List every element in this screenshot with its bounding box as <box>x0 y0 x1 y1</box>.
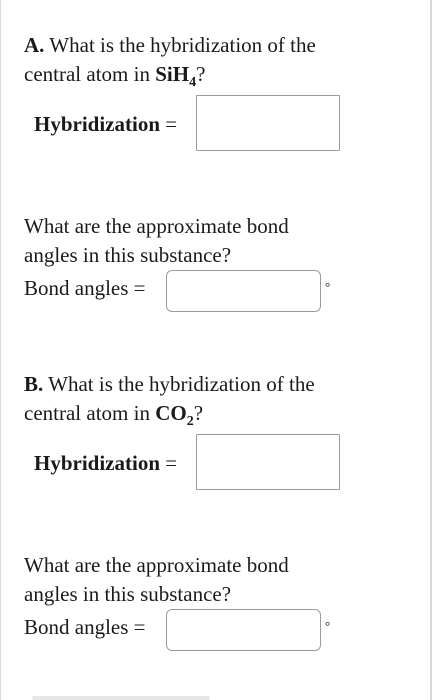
bond-angles-a-label-text: Bond angles <box>24 276 129 300</box>
question-b-bond-angles <box>24 551 404 609</box>
formula-a-subscript: 4 <box>189 75 197 90</box>
bond-angles-a-equals: = <box>133 276 146 300</box>
bond-angles-b-label-text: Bond angles <box>24 615 129 639</box>
hybridization-a-equals: = <box>165 112 178 136</box>
formula-b-subscript: 2 <box>186 414 194 429</box>
bond-angles-b-input[interactable] <box>166 609 321 651</box>
formula-b <box>155 401 194 429</box>
question-a-line2: central atom in <box>24 62 150 86</box>
question-a-line1: What is the hybridization of the <box>49 33 316 57</box>
bond-question-b-line2: angles in this substance? <box>24 582 232 606</box>
question-b-end: ? <box>193 401 204 425</box>
question-b-prefix: B. <box>24 372 44 396</box>
formula-a <box>155 62 197 90</box>
degree-symbol-b: ° <box>325 618 331 633</box>
hybridization-b-equals: = <box>165 451 178 475</box>
hybridization-a-label <box>34 110 177 138</box>
bond-angles-a-input[interactable] <box>166 270 321 312</box>
question-a-end: ? <box>196 62 206 86</box>
degree-symbol-a: ° <box>325 279 331 294</box>
formula-a-main: SiH <box>155 62 190 86</box>
bond-question-a-line2: angles in this substance? <box>24 243 232 267</box>
bond-angles-a-label <box>24 274 146 302</box>
question-b-line2: central atom in <box>24 401 150 425</box>
hybridization-a-input[interactable] <box>196 95 340 151</box>
question-b-hybridization <box>24 370 404 428</box>
bottom-scroll-indicator <box>32 696 210 700</box>
question-a-hybridization <box>24 31 404 89</box>
frame-border-left <box>0 0 1 700</box>
bond-question-a-line1: What are the approximate bond <box>24 214 289 238</box>
bond-angles-b-label <box>24 613 146 641</box>
hybridization-a-label-text: Hybridization <box>34 112 161 136</box>
question-b-line1: What is the hybridization of the <box>48 372 315 396</box>
question-a-prefix: A. <box>24 33 45 57</box>
bond-angles-b-equals: = <box>133 615 146 639</box>
hybridization-b-label <box>34 449 177 477</box>
question-a-bond-angles <box>24 212 404 270</box>
bond-question-b-line1: What are the approximate bond <box>24 553 289 577</box>
hybridization-b-input[interactable] <box>196 434 340 490</box>
formula-b-main: CO <box>155 401 187 425</box>
hybridization-b-label-text: Hybridization <box>34 451 161 475</box>
